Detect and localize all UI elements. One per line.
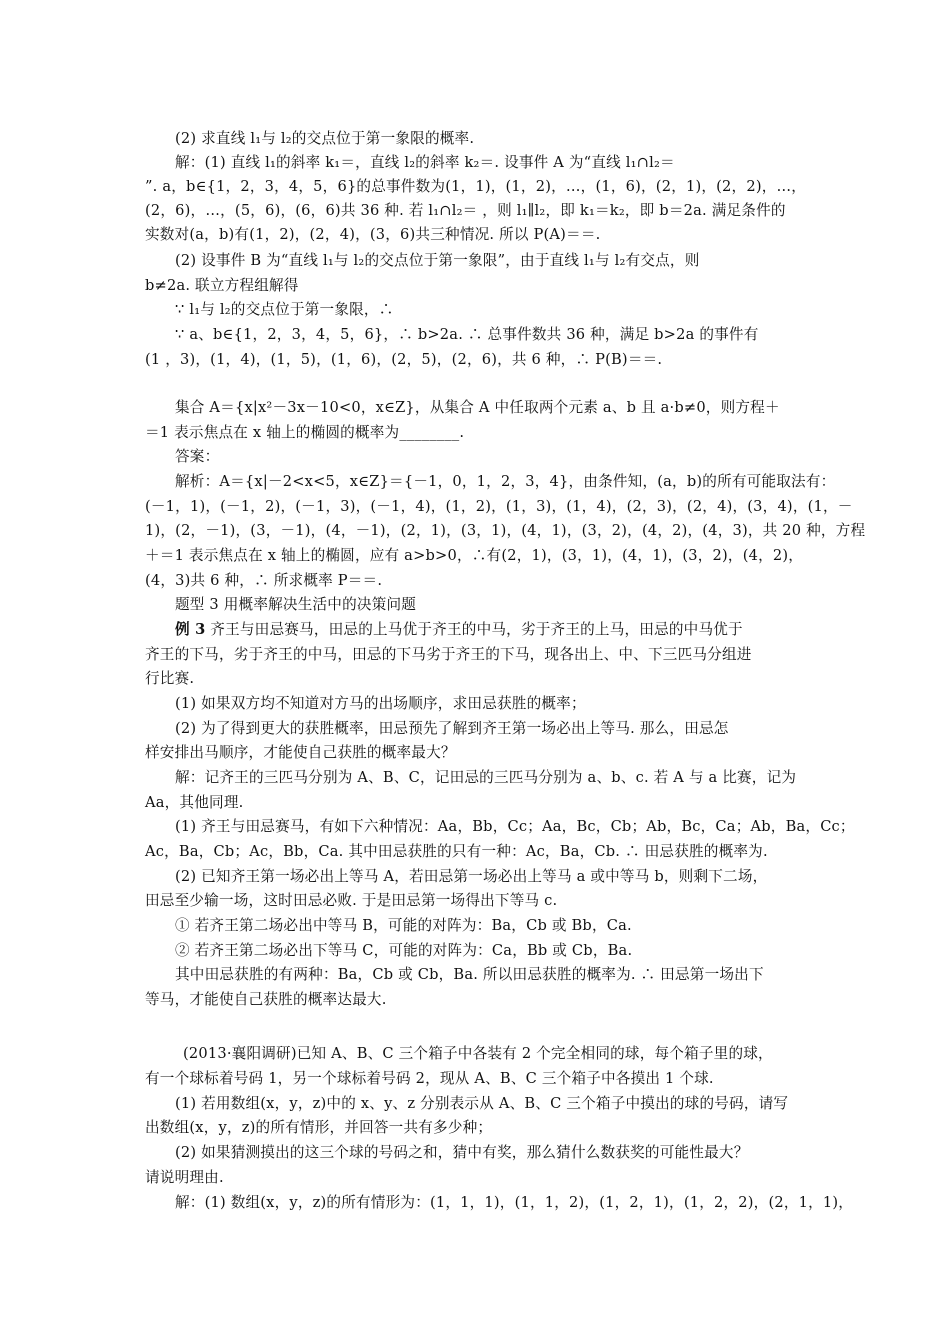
example-label: 例 3	[175, 621, 206, 638]
text-line: 有一个球标着号码 1，另一个球标着号码 2，现从 A、B、C 三个箱子中各摸出 1 个球.	[145, 1070, 714, 1087]
text-line: ∵ a、b∈{1，2，3，4，5，6}，∴ b>2a. ∴ 总事件数共 36 种，满足 b>2a 的事件有	[175, 326, 759, 343]
text-line: (1) 若用数组(x，y，z)中的 x、y、z 分别表示从 A、B、C 三个箱子中摸出的球的号码，请写	[175, 1095, 789, 1112]
text-line: Ac，Ba，Cb；Ac，Bb，Ca. 其中田忌获胜的只有一种：Ac，Ba，Cb. ∴ 田忌获胜的概率为.	[145, 843, 768, 860]
text-line: (2) 设事件 B 为“直线 l₁与 l₂的交点位于第一象限”，由于直线 l₁与 l₂有交点，则	[175, 252, 700, 269]
text-line: (－1，1)，(－1，2)，(－1，3)，(－1，4)，(1，2)，(1，3)，(1，4)，(2，3)，(2，4)，(3，4)，(1，－	[145, 498, 853, 515]
text-line: (4，3)共 6 种，∴ 所求概率 P＝＝.	[145, 572, 383, 589]
text-line: ”. a，b∈{1，2，3，4，5，6}的总事件数为(1，1)，(1，2)，…，(1，6)，(2，1)，(2，2)，…，	[145, 178, 807, 195]
text-line: 行比赛.	[145, 670, 195, 687]
text-line: (1 ，3)，(1，4)，(1，5)，(1，6)，(2，5)，(2，6)，共 6 种，∴ P(B)＝＝.	[145, 351, 663, 368]
text-line: (1) 如果双方均不知道对方马的出场顺序，求田忌获胜的概率；	[175, 695, 586, 712]
section-heading: 题型 3 用概率解决生活中的决策问题	[175, 596, 417, 613]
text-line: (2) 求直线 l₁与 l₂的交点位于第一象限的概率.	[175, 130, 475, 147]
text-line: 出数组(x，y，z)的所有情形，并回答一共有多少种；	[145, 1119, 493, 1136]
example-text: 齐王与田忌赛马，田忌的上马优于齐王的中马，劣于齐王的上马，田忌的中马优于	[205, 621, 743, 638]
text-line: (2) 如果猜测摸出的这三个球的号码之和，猜中有奖，那么猜什么数获奖的可能性最大？	[175, 1144, 749, 1161]
text-line: (2，6)，…，(5，6)，(6，6)共 36 种. 若 l₁∩l₂＝ ，则 l₁∥l₂，即 k₁＝k₂，即 b＝2a. 满足条件的	[145, 202, 786, 219]
text-line: (1) 齐王与田忌赛马，有如下六种情况：Aa，Bb，Cc；Aa，Bc，Cb；Ab，Bc，Ca；Ab，Ba，Cc；	[175, 818, 855, 835]
text-line: 田忌至少输一场，这时田忌必败. 于是田忌第一场得出下等马 c.	[145, 892, 558, 909]
text-line: 集合 A＝{x|x²－3x－10<0，x∈Z}，从集合 A 中任取两个元素 a、b 且 a·b≠0，则方程＋	[175, 399, 780, 416]
text-line: 实数对(a，b)有(1，2)，(2，4)，(3，6)共三种情况. 所以 P(A)＝＝.	[145, 226, 601, 243]
text-line: ＋＝1 表示焦点在 x 轴上的椭圆，应有 a>b>0，∴有(2，1)，(3，1)，(4，1)，(3，2)，(4，2)，	[145, 547, 804, 564]
text-line: (2) 为了得到更大的获胜概率，田忌预先了解到齐王第一场必出上等马. 那么，田忌怎	[175, 720, 729, 737]
text-line: 解：(1) 直线 l₁的斜率 k₁＝，直线 l₂的斜率 k₂＝. 设事件 A 为“直线 l₁∩l₂＝	[175, 154, 675, 171]
text-line: (2) 已知齐王第一场必出上等马 A，若田忌第一场必出上等马 a 或中等马 b，则剩下二场，	[175, 868, 768, 885]
text-line: 齐王的下马，劣于齐王的中马，田忌的下马劣于齐王的下马，现各出上、中、下三匹马分组进	[145, 646, 752, 663]
text-line: ∵ l₁与 l₂的交点位于第一象限，∴	[175, 301, 394, 318]
text-line: 样安排出马顺序，才能使自己获胜的概率最大？	[145, 744, 456, 761]
text-line: 其中田忌获胜的有两种：Ba，Cb 或 Cb，Ba. 所以田忌获胜的概率为. ∴ 田忌第一场出下	[175, 966, 764, 983]
text-line: 答案：	[175, 448, 220, 465]
text-line: 1)，(2，－1)，(3，－1)，(4，－1)，(2，1)，(3，1)，(4，1)，(3，2)，(4，2)，(4，3)，共 20 种，方程	[145, 522, 866, 539]
text-line: Aa，其他同理.	[145, 794, 244, 811]
text-line	[175, 619, 815, 641]
text-line: ① 若齐王第二场必出中等马 B，可能的对阵为：Ba，Cb 或 Bb，Ca.	[175, 917, 632, 934]
text-line: 解：记齐王的三匹马分别为 A、B、C，记田忌的三匹马分别为 a、b、c. 若 A 与 a 比赛，记为	[175, 769, 797, 786]
text-line: 解析：A＝{x|－2<x<5，x∈Z}＝{－1，0，1，2，3，4}，由条件知，(a，b)的所有可能取法有：	[175, 473, 836, 490]
text-line: 请说明理由.	[145, 1169, 224, 1186]
text-line: (2013·襄阳调研)已知 A、B、C 三个箱子中各装有 2 个完全相同的球，每个箱子里的球，	[183, 1045, 773, 1062]
text-line: b≠2a. 联立方程组解得	[145, 277, 299, 294]
text-line: 解：(1) 数组(x，y，z)的所有情形为：(1，1，1)，(1，1，2)，(1，2，1)，(1，2，2)，(2，1，1)，	[175, 1194, 854, 1211]
text-line: ＝1 表示焦点在 x 轴上的椭圆的概率为________.	[145, 424, 465, 441]
text-line: 等马，才能使自己获胜的概率达最大.	[145, 991, 387, 1008]
text-line: ② 若齐王第二场必出下等马 C，可能的对阵为：Ca，Bb 或 Cb，Ba.	[175, 942, 633, 959]
